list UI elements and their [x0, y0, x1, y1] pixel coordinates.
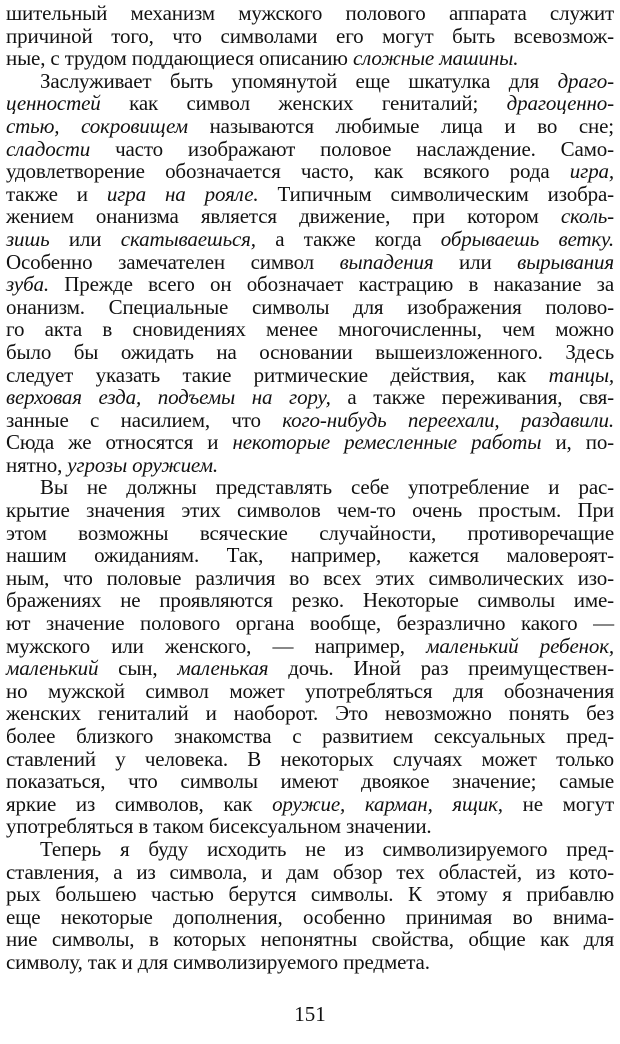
- text-line: [6, 386, 614, 409]
- text-run: нашим ожиданиям. Так, например, кажется маловероят-: [6, 543, 614, 568]
- text-run: Сюда же относятся и: [6, 430, 233, 455]
- page-number: 151: [294, 1002, 326, 1026]
- text-run: также и: [6, 181, 107, 206]
- text-run: а также когда: [255, 226, 441, 251]
- text-run: как символ женских гениталий;: [100, 91, 507, 116]
- text-run: часто изображают половое наслаждение. Само-: [90, 136, 614, 161]
- text-run: ставлений у человека. В некоторых случаях может только: [6, 746, 614, 771]
- text-run: было бы ожидать на основании вышеизложенного. Здесь: [6, 339, 614, 364]
- text-line: [6, 296, 614, 319]
- text-run: дочь. Иной раз преимуществен-: [268, 656, 614, 681]
- text-run: но мужской символ может употребляться для обозначения: [6, 678, 614, 703]
- text-line: [6, 612, 614, 635]
- italic-text-run: сложные машины.: [352, 46, 519, 71]
- text-run: Особенно замечателен символ: [6, 249, 340, 274]
- text-run: не могут: [502, 791, 614, 816]
- paragraph: [6, 70, 614, 477]
- text-line: [6, 635, 614, 658]
- paragraph: [6, 838, 614, 974]
- italic-text-run: сколь-: [560, 204, 614, 229]
- text-run: шительный механизм мужского полового аппарата служит: [6, 1, 614, 25]
- text-line: [6, 861, 614, 884]
- text-line: [6, 680, 614, 703]
- text-line: [6, 364, 614, 387]
- italic-text-run: ценностей: [6, 91, 101, 116]
- text-line: [6, 499, 614, 522]
- text-run: нятно,: [6, 452, 68, 477]
- text-line: [6, 589, 614, 612]
- text-run: или: [433, 249, 518, 274]
- text-line: [6, 341, 614, 364]
- text-line: [6, 906, 614, 929]
- body-text: [6, 2, 614, 974]
- text-line: [6, 544, 614, 567]
- text-run: онанизм. Специальные символы для изображения полово-: [6, 294, 614, 319]
- text-line: [6, 251, 614, 274]
- italic-text-run: вырывания: [517, 249, 614, 274]
- text-run: причиной того, что символами его могут быть всевозмож-: [6, 23, 614, 48]
- text-line: [6, 748, 614, 771]
- text-line: [6, 138, 614, 161]
- text-run: мужского или женского, — например,: [6, 633, 427, 658]
- text-run: показаться, что символы имеют двоякое значение; самые: [6, 769, 614, 794]
- text-line: [6, 160, 614, 183]
- text-run: более близкого знакомства с развитием сексуальных пред-: [6, 724, 614, 748]
- text-run: рых большею частью берутся символы. К этому я прибавлю: [6, 882, 614, 907]
- italic-text-run: драго-: [557, 68, 614, 93]
- text-line: [6, 318, 614, 341]
- italic-text-run: выпадения: [339, 249, 434, 274]
- text-run: а также переживания, свя-: [330, 385, 614, 410]
- italic-text-run: сладости: [6, 136, 91, 161]
- italic-text-run: скатываешься,: [120, 226, 256, 251]
- text-line: [6, 92, 614, 115]
- italic-text-run: зуба.: [6, 272, 49, 297]
- paragraph: [6, 476, 614, 838]
- text-run: называются любимые лица и во сне;: [187, 113, 614, 138]
- text-run: удовлетворение обозначается часто, как всякого рода: [6, 159, 570, 184]
- italic-text-run: маленький: [6, 656, 99, 681]
- italic-text-run: стью, сокровищем: [6, 113, 188, 138]
- text-line: [6, 770, 614, 793]
- text-line: [6, 838, 614, 861]
- text-line: [6, 273, 614, 296]
- text-run: бражениях не проявляются резко. Некоторые символы име-: [6, 588, 614, 613]
- italic-text-run: маленькая: [177, 656, 269, 681]
- text-run: го акта в сновидениях менее многочисленны, чем можно: [6, 317, 614, 342]
- text-line: [6, 228, 614, 251]
- text-line: [6, 183, 614, 206]
- text-run: занные с насилием, что: [6, 407, 283, 432]
- italic-text-run: игра на рояле.: [106, 181, 259, 206]
- text-run: ным, что половые различия во всех этих символических изо-: [6, 565, 614, 590]
- text-line: [6, 431, 614, 454]
- italic-text-run: угрозы оружием.: [67, 452, 218, 477]
- text-run: ют значение полового органа вообще, безразлично какого —: [6, 611, 614, 636]
- text-line: [6, 205, 614, 228]
- italic-text-run: драгоценно-: [506, 91, 614, 116]
- text-run: жением онанизма является движение, при котором: [6, 204, 561, 229]
- text-run: употребляться в таком бисексуальном значении.: [6, 814, 432, 839]
- text-run: Вы не должны представлять себе употребление и рас-: [40, 475, 614, 500]
- text-run: крытие значения этих символов чем-то очень простым. При: [6, 498, 614, 523]
- text-line: [6, 567, 614, 590]
- text-line: [6, 928, 614, 951]
- text-line: [6, 476, 614, 499]
- text-run: ные, с трудом поддающиеся описанию: [6, 46, 353, 71]
- text-run: Теперь я буду исходить не из символизируемого пред-: [40, 836, 614, 861]
- italic-text-run: кого-нибудь переехали, раздавили.: [282, 407, 614, 432]
- paragraph: [6, 2, 614, 70]
- text-line: [6, 702, 614, 725]
- text-run: еще некоторые дополнения, особенно принимая во внима-: [6, 904, 614, 929]
- text-line: [6, 115, 614, 138]
- text-run: символу, так и для символизируемого предмета.: [6, 949, 430, 974]
- text-run: Типичным символическим изобра-: [258, 181, 614, 206]
- text-line: [6, 25, 614, 48]
- text-line: [6, 70, 614, 93]
- text-line: [6, 951, 614, 974]
- text-line: [6, 454, 614, 477]
- text-line: [6, 883, 614, 906]
- text-run: и, по-: [541, 430, 615, 455]
- italic-text-run: игра,: [569, 159, 614, 184]
- text-run: ние символы, в которых непонятны свойства, общие как для: [6, 927, 614, 952]
- text-line: [6, 409, 614, 432]
- italic-text-run: верховая езда, подъемы на гору,: [6, 385, 331, 410]
- italic-text-run: танцы,: [548, 362, 614, 387]
- text-line: [6, 522, 614, 545]
- text-run: Прежде всего он обозначает кастрацию в наказание за: [48, 272, 614, 297]
- text-run: женских гениталий и наоборот. Это невозможно понять без: [6, 701, 614, 726]
- text-run: следует указать такие ритмические действия, как: [6, 362, 549, 387]
- italic-text-run: некоторые ремесленные работы: [232, 430, 542, 455]
- text-line: [6, 793, 614, 816]
- text-line: [6, 657, 614, 680]
- text-line: [6, 815, 614, 838]
- text-run: сын,: [98, 656, 178, 681]
- text-run: этом возможны всяческие случайности, противоречащие: [6, 520, 614, 545]
- italic-text-run: обрываешь ветку.: [440, 226, 614, 251]
- italic-text-run: зишь: [6, 226, 50, 251]
- text-run: ставления, а из символа, и дам обзор тех областей, из кото-: [6, 859, 614, 884]
- text-line: [6, 725, 614, 748]
- italic-text-run: маленький ребенок,: [426, 633, 615, 658]
- italic-text-run: оружие, карман, ящик,: [272, 791, 503, 816]
- text-run: Заслуживает быть упомянутой еще шкатулка для: [40, 68, 558, 93]
- text-line: [6, 47, 614, 70]
- text-run: или: [49, 226, 121, 251]
- text-run: яркие из символов, как: [6, 791, 273, 816]
- text-line: [6, 2, 614, 25]
